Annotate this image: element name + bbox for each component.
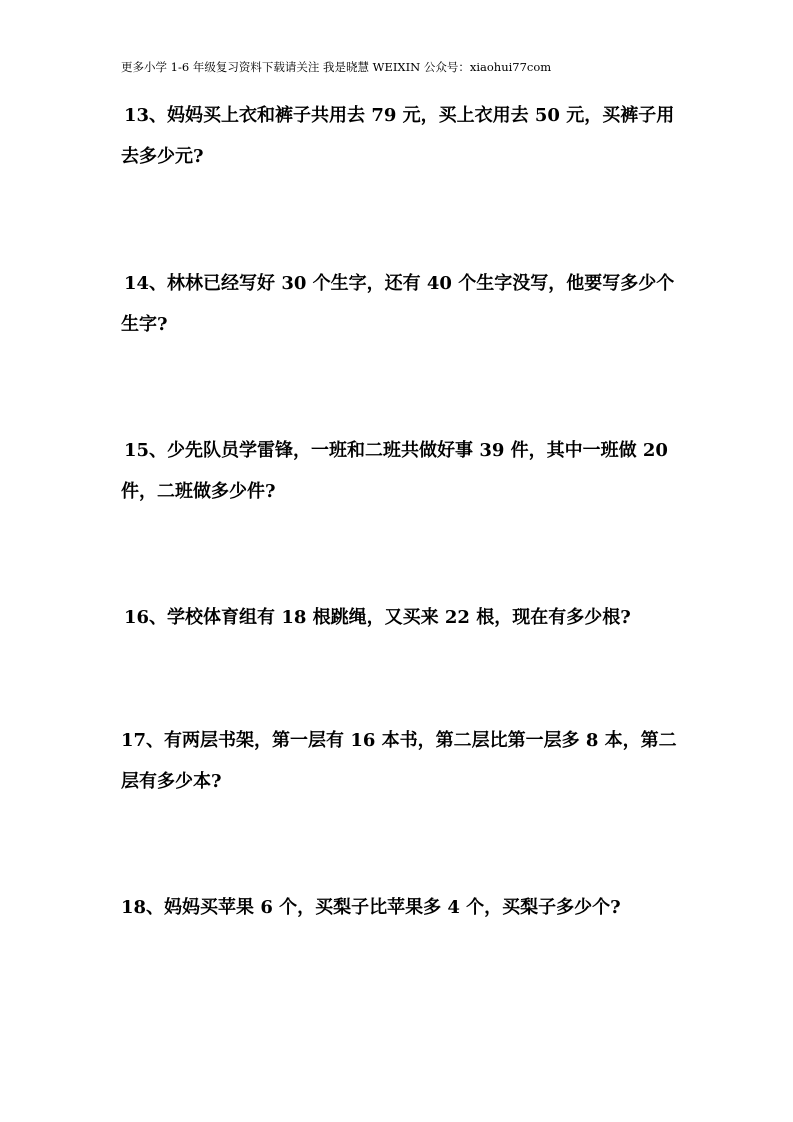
question-13-line-1: 13、妈妈买上衣和裤子共用去 79 元，买上衣用去 50 元，买裤子用 [124,105,675,126]
question-15-line-2: 件，二班做多少件? [121,481,276,502]
question-18 [121,887,681,928]
question-17 [121,720,681,802]
question-16-line-1: 16、学校体育组有 18 根跳绳，又买来 22 根，现在有多少根? [124,607,631,628]
question-13-line-2: 去多少元? [121,146,204,167]
question-17-line-1: 17、有两层书架，第一层有 16 本书，第二层比第一层多 8 本，第二 [121,730,677,751]
question-15 [121,430,681,512]
question-14-line-1: 14、林林已经写好 30 个生字，还有 40 个生字没写，他要写多少个 [124,273,675,294]
question-14 [121,263,681,345]
question-15-line-1: 15、少先队员学雷锋，一班和二班共做好事 39 件，其中一班做 20 [124,440,668,461]
question-16 [121,597,681,638]
question-18-line-1: 18、妈妈买苹果 6 个，买梨子比苹果多 4 个，买梨子多少个? [121,897,621,918]
question-14-line-2: 生字? [121,314,168,335]
page-header: 更多小学 1-6 年级复习资料下载请关注 我是晓慧 WEIXIN 公众号：xiaohui77com [121,60,552,74]
question-17-line-2: 层有多少本? [121,771,222,792]
question-13 [121,95,681,177]
